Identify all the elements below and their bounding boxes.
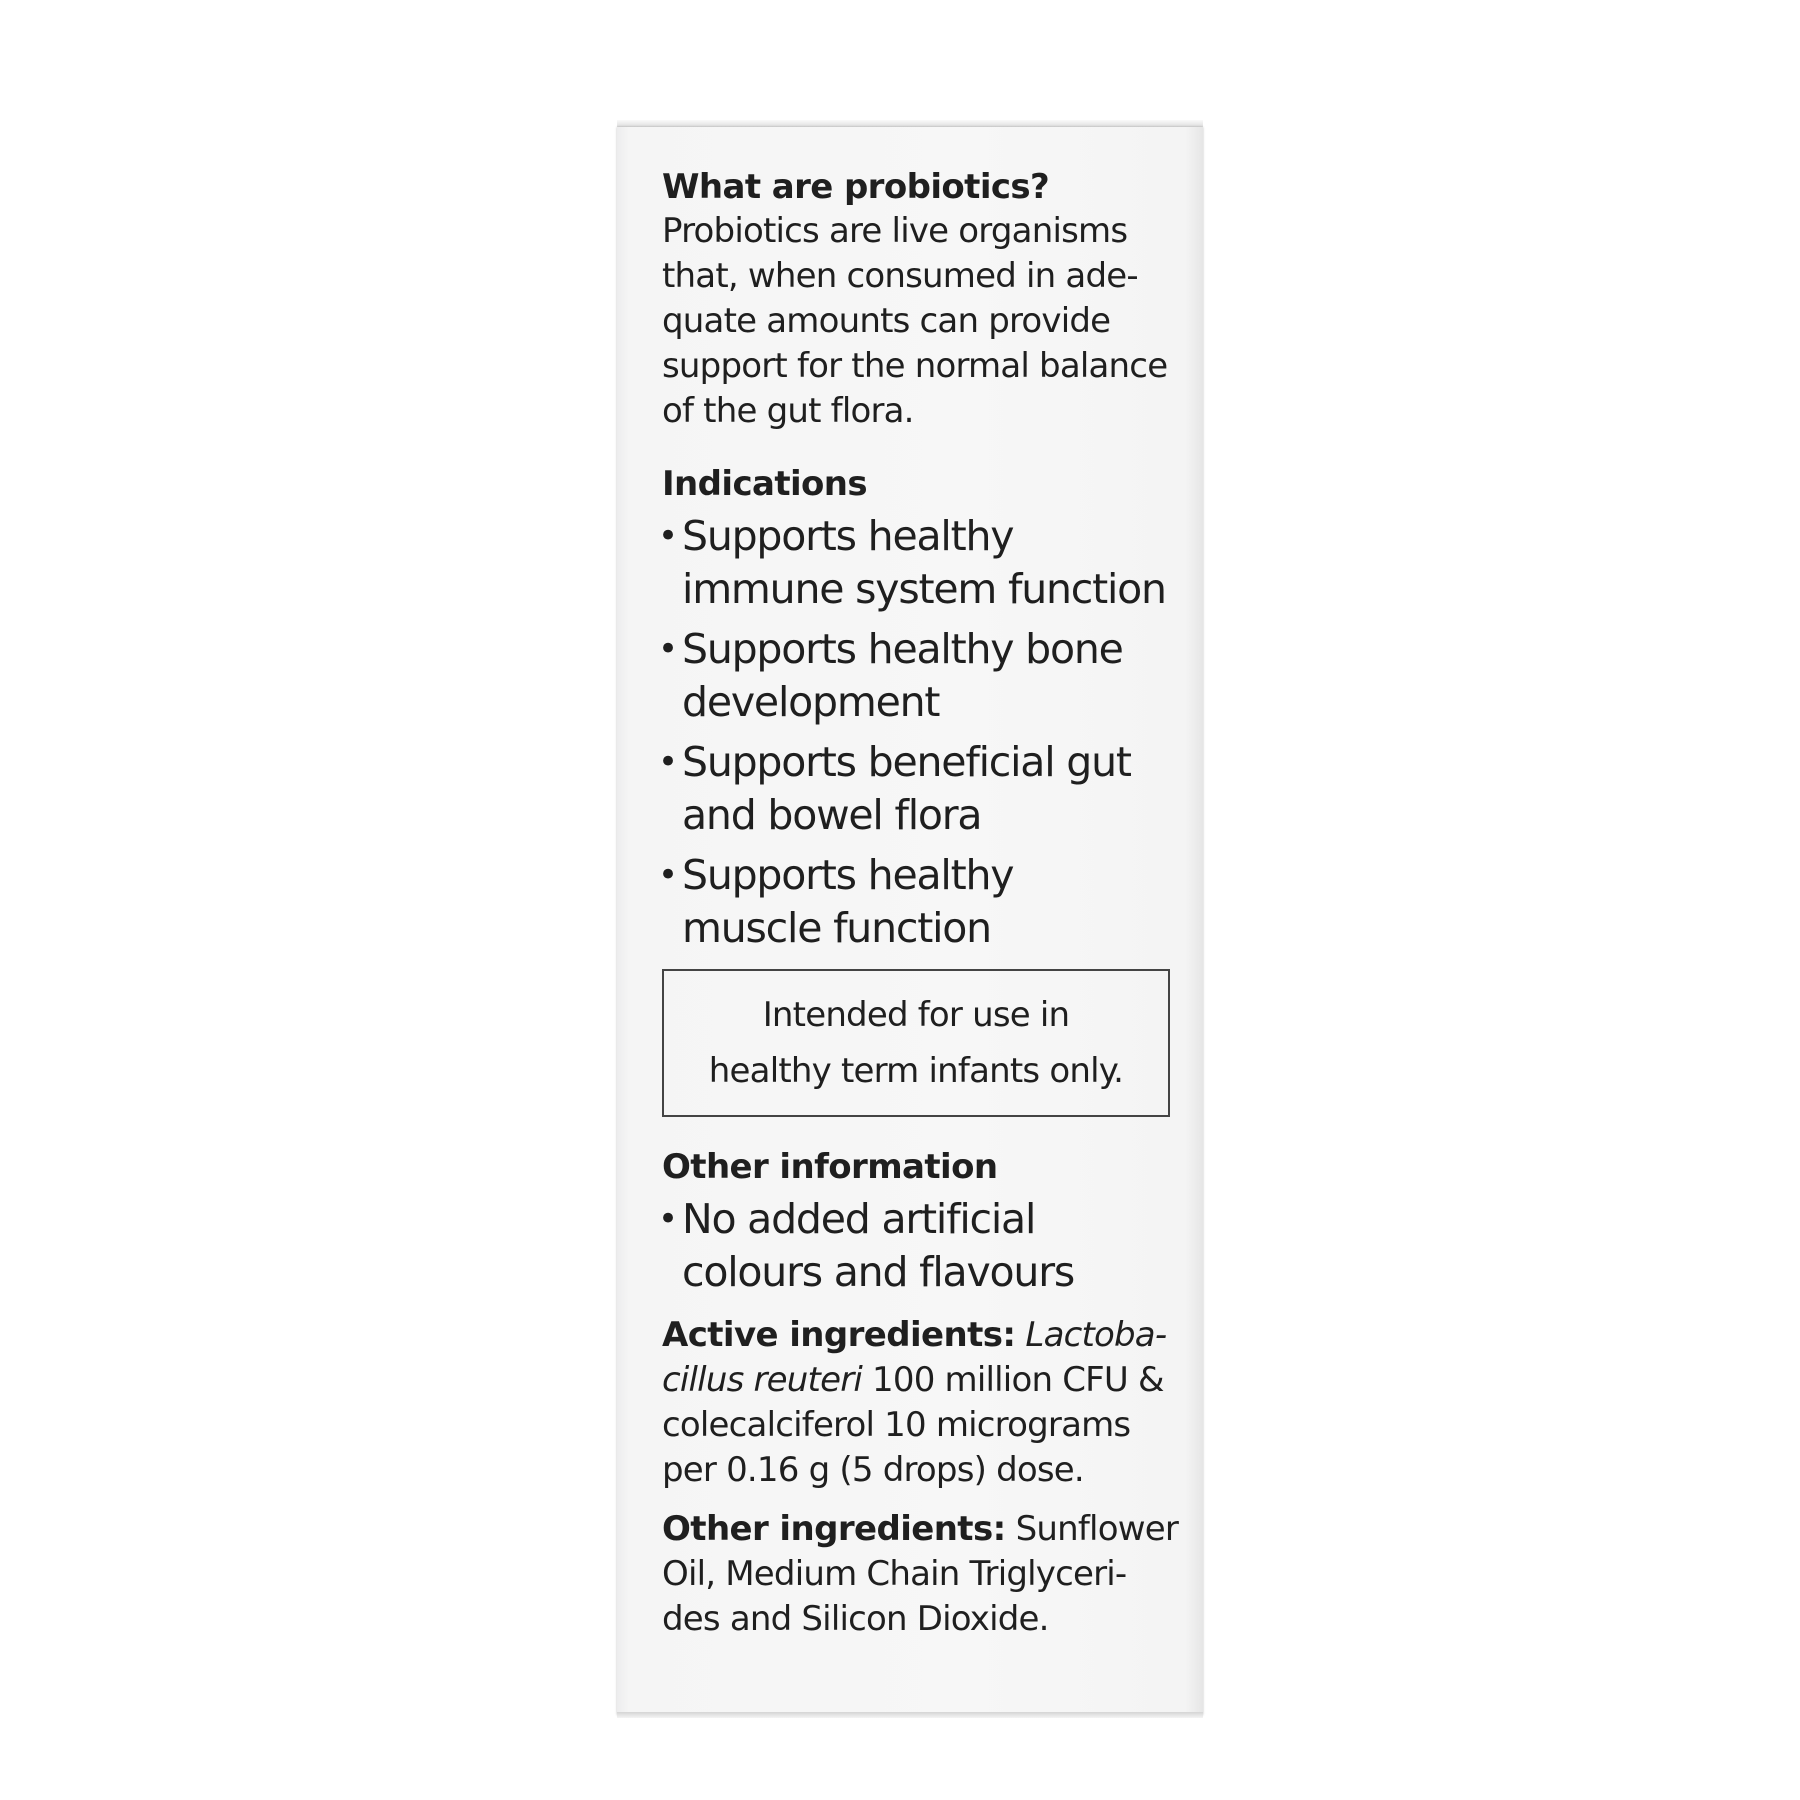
- active-ingredients-label: Active ingredients:: [662, 1315, 1016, 1355]
- active-ingredients-line: colecalciferol 10 micrograms: [662, 1405, 1131, 1445]
- other-information-heading: Other information: [662, 1147, 998, 1187]
- other-ingredients-line: Oil, Medium Chain Triglyceri-: [662, 1554, 1127, 1594]
- active-ingredients-line: 100 million CFU &: [862, 1360, 1164, 1400]
- indications-heading: Indications: [662, 464, 868, 504]
- probiotics-line: of the gut flora.: [662, 391, 914, 431]
- indication-item: [658, 849, 1182, 955]
- bullet-icon: •: [658, 1199, 677, 1239]
- probiotics-line: support for the normal balance: [662, 346, 1168, 386]
- probiotics-line: quate amounts can provide: [662, 301, 1111, 341]
- other-ingredients-line: des and Silicon Dioxide.: [662, 1599, 1049, 1639]
- other-ingredients: [662, 1507, 1182, 1642]
- probiotics-section: [662, 165, 1182, 434]
- indications-list: [658, 510, 1182, 955]
- indication-line: immune system function: [682, 565, 1166, 613]
- infant-use-notice: [662, 969, 1170, 1117]
- indication-line: Supports beneficial gut: [682, 738, 1131, 786]
- indication-line: development: [682, 678, 940, 726]
- indication-item: [658, 623, 1182, 729]
- indication-line: and bowel flora: [682, 791, 982, 839]
- notice-line: Intended for use in: [762, 995, 1070, 1035]
- active-ingredients: [662, 1313, 1182, 1493]
- probiotics-heading: What are probiotics?: [662, 167, 1050, 207]
- other-information-item: [658, 1193, 1182, 1299]
- probiotics-line: that, when consumed in ade-: [662, 256, 1138, 296]
- indication-item: [658, 736, 1182, 842]
- probiotics-line: Probiotics are live organisms: [662, 211, 1128, 251]
- label-content: [658, 165, 1182, 1642]
- active-ingredients-line: per 0.16 g (5 drops) dose.: [662, 1450, 1084, 1490]
- other-information-line: No added artificial: [682, 1195, 1036, 1243]
- species-name-part: cillus reuteri: [662, 1360, 863, 1400]
- probiotics-description: [662, 209, 1182, 434]
- other-ingredients-line: Sunflower: [1005, 1509, 1179, 1549]
- other-information-section: [658, 1145, 1182, 1299]
- box-bottom-edge: [617, 1712, 1203, 1718]
- bullet-icon: •: [658, 629, 677, 669]
- species-name-part: Lactoba-: [1025, 1315, 1167, 1355]
- indication-line: Supports healthy bone: [682, 625, 1123, 673]
- other-information-list: [658, 1193, 1182, 1299]
- indications-section: [658, 462, 1182, 955]
- other-ingredients-label: Other ingredients:: [662, 1509, 1006, 1549]
- indication-line: muscle function: [682, 904, 991, 952]
- bullet-icon: •: [658, 516, 677, 556]
- other-information-line: colours and flavours: [682, 1248, 1075, 1296]
- bullet-icon: •: [658, 855, 677, 895]
- notice-line: healthy term infants only.: [708, 1051, 1124, 1091]
- indication-item: [658, 510, 1182, 616]
- bullet-icon: •: [658, 742, 677, 782]
- indication-line: Supports healthy: [682, 851, 1014, 899]
- indication-line: Supports healthy: [682, 512, 1014, 560]
